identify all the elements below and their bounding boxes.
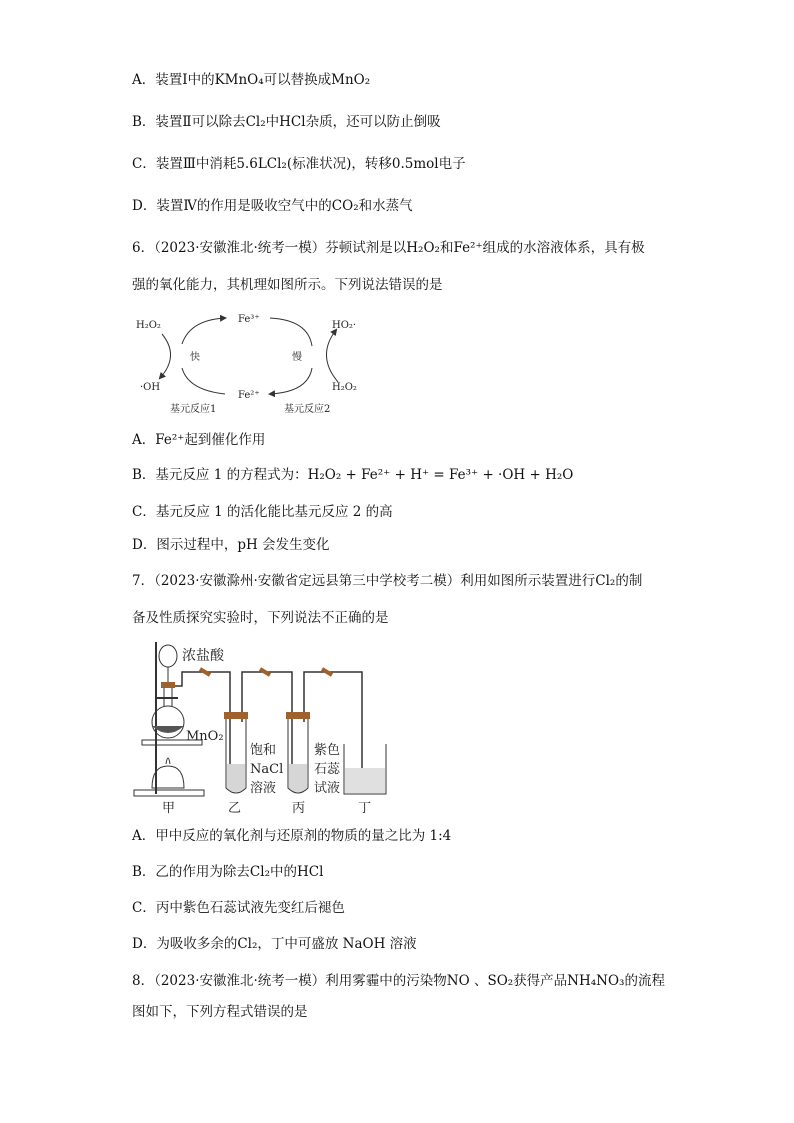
label-conc-hcl: 浓盐酸: [182, 648, 224, 664]
label-ding: 丁: [358, 801, 372, 816]
label-fast: 快: [190, 352, 200, 363]
label-saturated: 饱和: [250, 743, 277, 758]
flame: [166, 758, 170, 764]
q7-option-a: A．甲中反应的氧化剂与还原剂的物质的量之比为 1:4: [132, 828, 452, 844]
fenton-mechanism-figure: [130, 306, 370, 416]
label-test-solution: 试液: [314, 781, 341, 796]
label-nacl: NaCl: [250, 762, 284, 777]
q7-stem-line1: 7．（2023·安徽滁州·安徽省定远县第三中学校考二模）利用如图所示装置进行Cl₂的制: [132, 573, 643, 589]
label-mno2: MnO₂: [186, 729, 224, 744]
label-jia: 甲: [162, 801, 176, 816]
q6-stem-line2: 强的氧化能力，其机理如图所示。下列说法错误的是: [132, 277, 443, 293]
label-bing: 丙: [292, 801, 306, 816]
q8-stem-line2: 图如下，下列方程式错误的是: [132, 1004, 308, 1020]
cycle-arrow-lower-right: [270, 368, 312, 394]
q5-option-d: D．装置Ⅳ的作用是吸收空气中的CO₂和水蒸气: [132, 198, 413, 214]
q5-option-b: B．装置Ⅱ可以除去Cl₂中HCl杂质，还可以防止倒吸: [132, 114, 441, 130]
q6-option-a: A．Fe²⁺起到催化作用: [132, 432, 266, 448]
label-oh: ·OH: [140, 382, 161, 393]
arrow-h2o2-to-oh: [160, 334, 171, 378]
stopper-yi: [224, 712, 248, 719]
label-ho2: HO₂·: [332, 320, 357, 331]
separatory-funnel: [159, 645, 177, 667]
label-yi: 乙: [228, 801, 242, 816]
q6-stem-line1: 6．（2023·安徽淮北·统考一模）芬顿试剂是以H₂O₂和Fe²⁺组成的水溶液体系，具有极: [132, 240, 645, 256]
q7-option-c: C．丙中紫色石蕊试液先变红后褪色: [132, 900, 345, 916]
cycle-arrow-upper-right: [270, 318, 312, 346]
arrow-h2o2-to-ho2: [326, 330, 338, 382]
label-fe3: Fe³⁺: [238, 314, 260, 325]
stand-base: [134, 790, 204, 796]
cycle-arrow-lower-left: [182, 368, 225, 394]
label-h2o2-left: H₂O₂: [136, 320, 161, 331]
stopper-bing: [286, 712, 310, 719]
label-solution: 溶液: [250, 781, 277, 796]
beaker-liquid: [345, 768, 385, 793]
label-slow: 慢: [292, 352, 302, 363]
label-litmus: 石蕊: [314, 762, 341, 777]
cycle-arrow-upper-left: [182, 318, 225, 344]
q6-option-d: D．图示过程中，pH 会发生变化: [132, 537, 330, 553]
stopper-flask: [161, 682, 175, 688]
q7-stem-line2: 备及性质探究实验时，下列说法不正确的是: [132, 610, 389, 626]
q5-option-c: C．装置Ⅲ中消耗5.6LCl₂(标准状况)，转移0.5mol电子: [132, 156, 466, 172]
q7-option-d: D．为吸收多余的Cl₂，丁中可盛放 NaOH 溶液: [132, 936, 417, 952]
label-fe2: Fe²⁺: [238, 390, 260, 401]
label-purple: 紫色: [314, 743, 341, 758]
q6-option-b: B．基元反应 1 的方程式为：H₂O₂ + Fe²⁺ + H⁺ = Fe³⁺ + ·OH + H₂O: [132, 467, 574, 483]
nacl-solution: [227, 764, 245, 792]
litmus-solution: [289, 764, 307, 792]
label-h2o2-right: H₂O₂: [332, 382, 357, 393]
q5-option-a: A．装置Ⅰ中的KMnO₄可以替换成MnO₂: [132, 72, 371, 88]
q7-option-b: B．乙的作用为除去Cl₂中的HCl: [132, 864, 324, 880]
q8-stem-line1: 8．（2023·安徽淮北·统考一模）利用雾霾中的污染物NO 、SO₂获得产品NH₄NO₃的流程: [132, 973, 665, 989]
label-reaction-1: 基元反应1: [170, 404, 217, 415]
tube-to-ding: [304, 672, 362, 776]
chlorine-apparatus-figure: [130, 636, 420, 816]
label-reaction-2: 基元反应2: [284, 404, 331, 415]
q6-option-c: C．基元反应 1 的活化能比基元反应 2 的高: [132, 504, 393, 520]
